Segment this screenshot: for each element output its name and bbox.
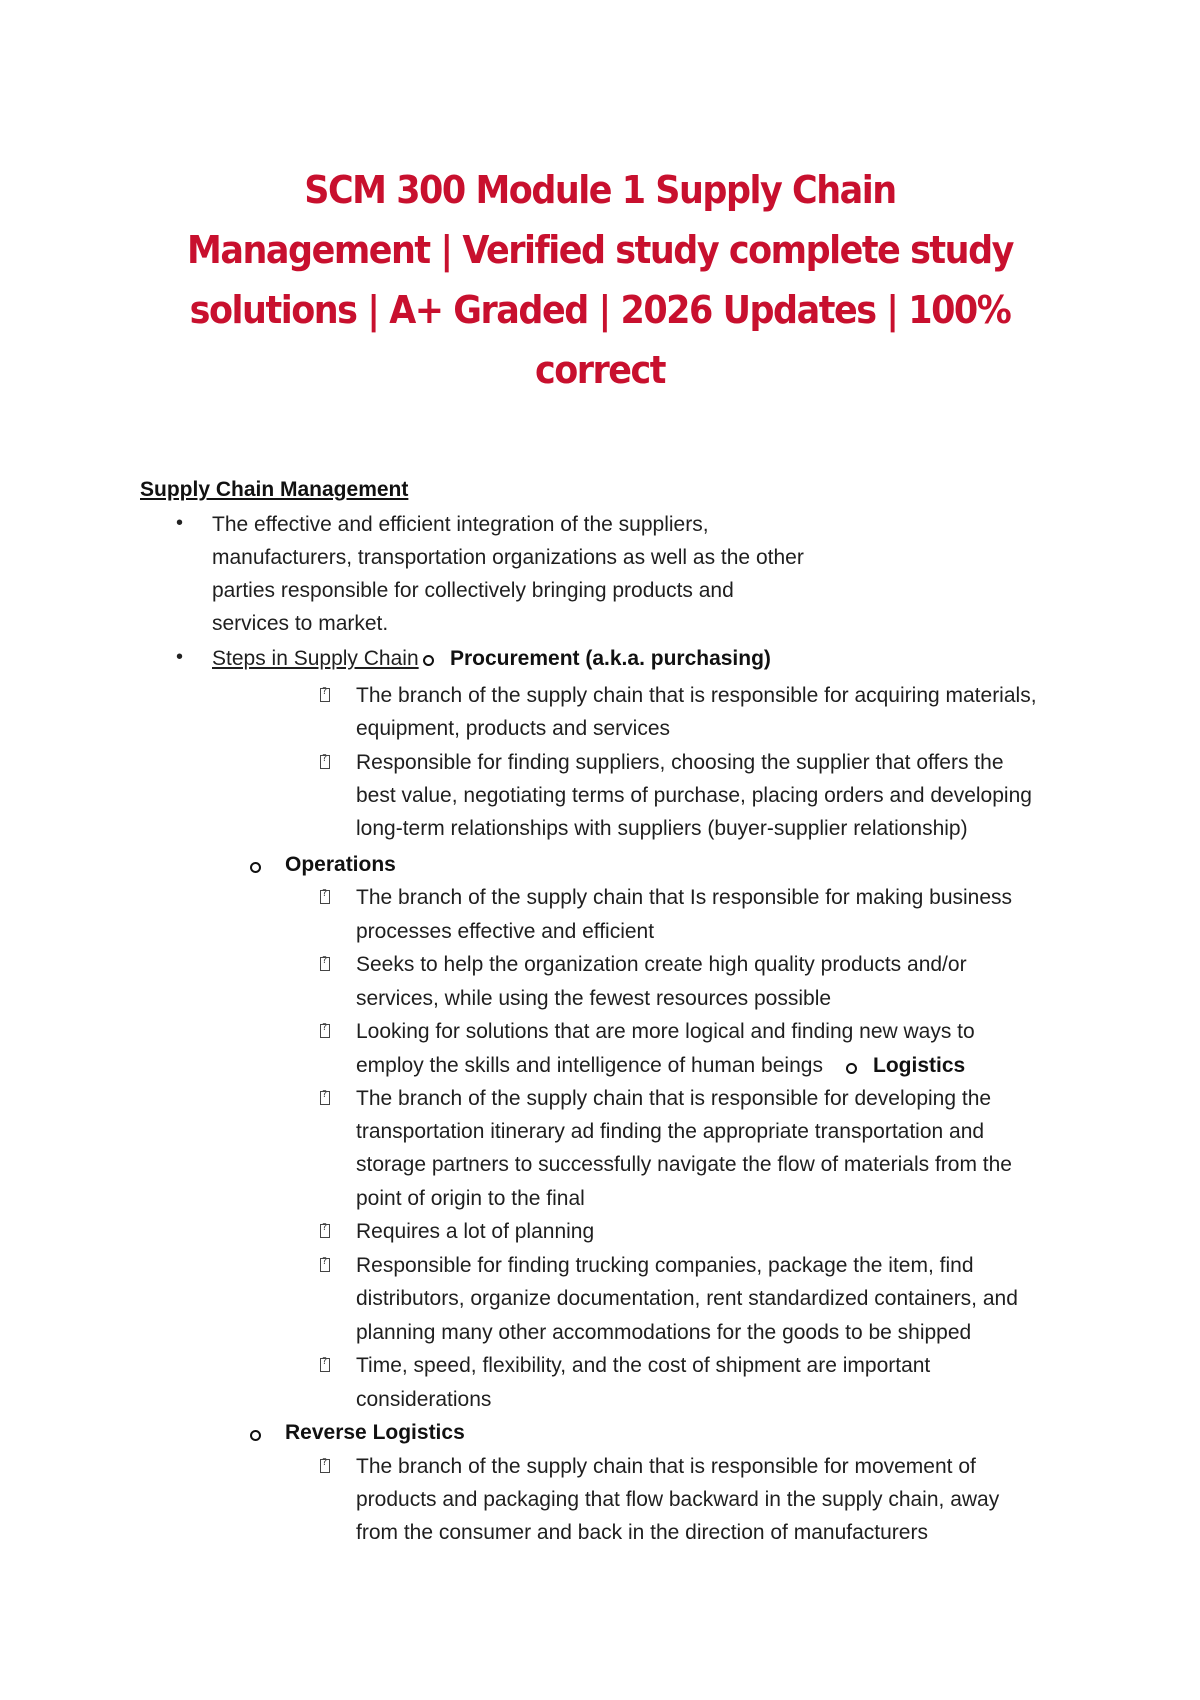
list-item-line: Seeks to help the organization create high quality products and/or bbox=[356, 953, 967, 976]
list-item-line: services, while using the fewest resources possible bbox=[356, 987, 832, 1010]
reverse-logistics-heading: Reverse Logistics bbox=[285, 1421, 465, 1444]
missing-glyph-icon bbox=[320, 1459, 330, 1473]
circle-bullet-icon bbox=[846, 1063, 857, 1074]
list-item-line: Looking for solutions that are more logical and finding new ways to bbox=[356, 1020, 975, 1043]
missing-glyph-icon bbox=[320, 1258, 330, 1272]
list-item-line: transportation itinerary ad finding the appropriate transportation and bbox=[356, 1120, 985, 1143]
missing-glyph-icon bbox=[320, 1024, 330, 1038]
list-item-line: storage partners to successfully navigate the flow of materials from the bbox=[356, 1153, 1012, 1176]
circle-bullet-icon bbox=[423, 655, 434, 666]
list-item-line: The branch of the supply chain that is responsible for movement of bbox=[356, 1455, 976, 1478]
circle-bullet-icon bbox=[250, 862, 261, 873]
list-item-line: equipment, products and services bbox=[356, 717, 671, 740]
missing-glyph-icon bbox=[320, 1224, 330, 1238]
list-item-line: products and packaging that flow backward in the supply chain, away bbox=[356, 1488, 1000, 1511]
list-item-line: long-term relationships with suppliers (buyer-supplier relationship) bbox=[356, 817, 968, 840]
list-item-line: processes effective and efficient bbox=[356, 920, 655, 943]
section-heading: Supply Chain Management bbox=[140, 478, 409, 501]
bullet-dot-icon: • bbox=[176, 646, 184, 668]
list-item-line: The branch of the supply chain that is responsible for developing the bbox=[356, 1087, 992, 1110]
list-item-line: distributors, organize documentation, rent standardized containers, and bbox=[356, 1287, 1018, 1310]
bullet-dot-icon: • bbox=[176, 512, 184, 534]
missing-glyph-icon bbox=[320, 957, 330, 971]
definition-line: manufacturers, transportation organizations as well as the other bbox=[212, 546, 804, 569]
missing-glyph-icon bbox=[320, 1358, 330, 1372]
operations-heading: Operations bbox=[285, 853, 396, 876]
missing-glyph-icon bbox=[320, 890, 330, 904]
list-item-line: Time, speed, flexibility, and the cost of shipment are important bbox=[356, 1354, 931, 1377]
definition-line: services to market. bbox=[212, 612, 389, 635]
list-item-line: from the consumer and back in the direction of manufacturers bbox=[356, 1521, 928, 1544]
list-item-line: considerations bbox=[356, 1388, 492, 1411]
missing-glyph-icon bbox=[320, 688, 330, 702]
circle-bullet-icon bbox=[250, 1430, 261, 1441]
definition-line: parties responsible for collectively bringing products and bbox=[212, 579, 734, 602]
list-item-line: The branch of the supply chain that is responsible for acquiring materials, bbox=[356, 684, 1037, 707]
list-item-line: employ the skills and intelligence of human beings bbox=[356, 1054, 823, 1077]
list-item-line: Responsible for finding trucking companies, package the item, find bbox=[356, 1254, 974, 1277]
missing-glyph-icon bbox=[320, 1091, 330, 1105]
definition-line: The effective and efficient integration of the suppliers, bbox=[212, 513, 709, 536]
steps-label: Steps in Supply Chain bbox=[212, 647, 419, 670]
list-item-line: best value, negotiating terms of purchase, placing orders and developing bbox=[356, 784, 1032, 807]
list-item-line: Requires a lot of planning bbox=[356, 1220, 595, 1243]
procurement-heading: Procurement (a.k.a. purchasing) bbox=[450, 647, 771, 670]
document-title: SCM 300 Module 1 Supply Chain Management | Verified study complete study solutions | A+ Graded | 2026 Updates | 100% correct bbox=[187, 168, 1013, 392]
list-item-line: planning many other accommodations for the goods to be shipped bbox=[356, 1321, 972, 1344]
missing-glyph-icon bbox=[320, 755, 330, 769]
list-item-line: Responsible for finding suppliers, choosing the supplier that offers the bbox=[356, 751, 1004, 774]
list-item-line: point of origin to the final bbox=[356, 1187, 585, 1210]
list-item-line: The branch of the supply chain that Is responsible for making business bbox=[356, 886, 1013, 909]
logistics-heading: Logistics bbox=[873, 1054, 966, 1077]
